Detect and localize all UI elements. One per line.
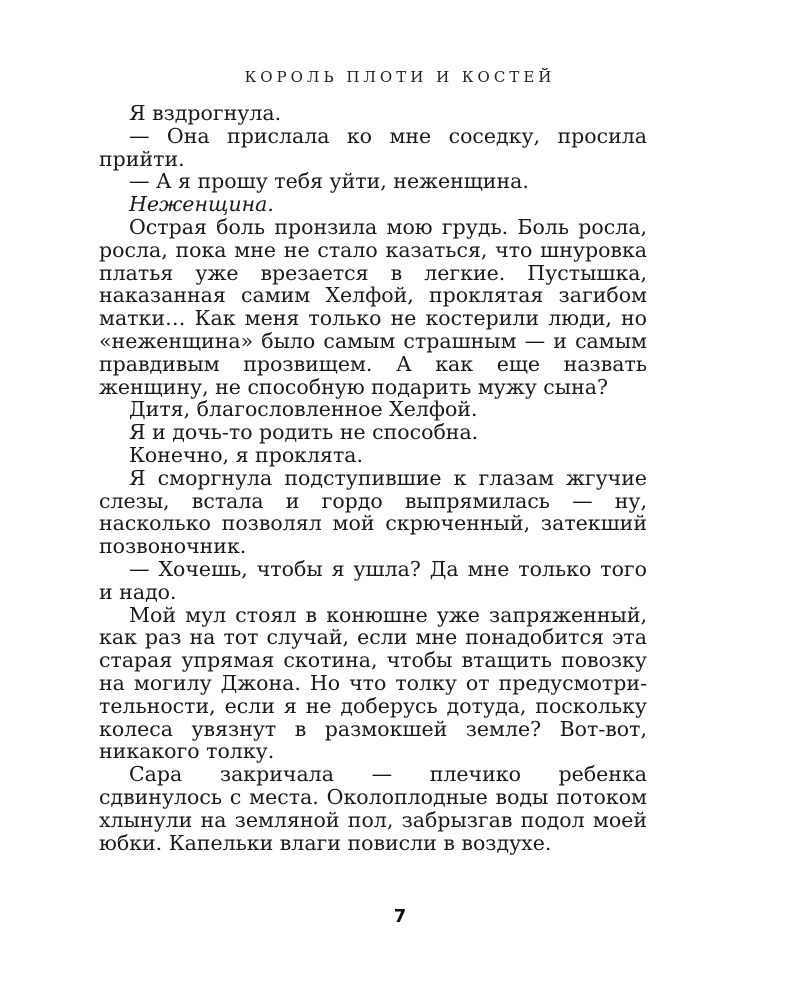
paragraph-italic: Неженщина. (129, 192, 274, 217)
paragraph: — Хочешь, чтобы я ушла? Да мне только того и надо. (99, 556, 647, 604)
paragraph: Острая боль пронзила мою грудь. Боль росла, росла, пока мне не стало казаться, что шнуровка платья уже врезается в легкие. Пустышка, наказанная самим Хелфой, проклятая загибом матки… Как меня только не костерили люди, но «неженщина» было самым страшным — и самым правдивым прозвищем. А как еще назвать женщину, не способную подарить мужу сына? (99, 214, 647, 399)
page-number: 7 (393, 906, 407, 927)
paragraph: Я и дочь-то родить не способна. (129, 420, 479, 445)
paragraph: Сара закричала — плечико ребенка сдвинулось с места. Околоплодные воды потоком хлынули на земляной пол, забрызгав подол моей юбки. Капельки влаги повисли в воздухе. (99, 762, 647, 855)
running-head: КОРОЛЬ ПЛОТИ И КОСТЕЙ (244, 68, 556, 86)
paragraph: — Она прислала ко мне соседку, просила прийти. (99, 123, 647, 171)
paragraph: — А я прошу тебя уйти, неженщина. (129, 169, 529, 194)
body-text (99, 102, 647, 854)
paragraph: Я вздрогнула. (129, 101, 282, 125)
paragraph: Конечно, я проклята. (129, 442, 364, 467)
paragraph: Мой мул стоял в конюшне уже запряженный, как раз на тот случай, если мне понадобится эта старая упрямая скотина, чтобы втащить повозку на могилу Джона. Но что толку от предусмотрительности, если я не доберусь дотуда, поскольку колеса увязнут в размокшей земле? Вот-вот, никакого толку. (99, 602, 647, 764)
paragraph: Дитя, благословленное Хелфой. (129, 397, 478, 422)
paragraph: Я сморгнула подступившие к глазам жгучие слезы, встала и гордо выпрямилась — ну, насколько позволял мой скрюченный, затекший позвоночник. (99, 465, 647, 559)
